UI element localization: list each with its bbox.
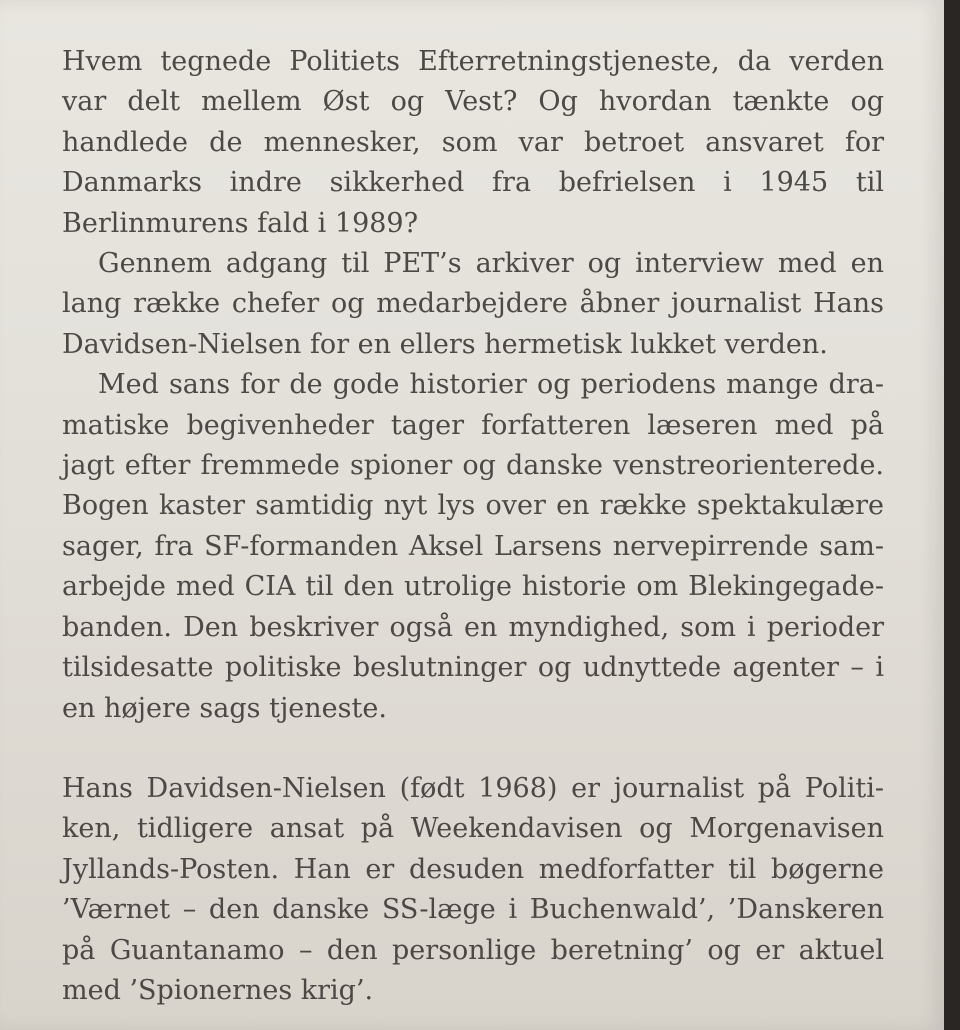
blurb-paragraph-intro: Hvem tegnede Politiets Efterretningstjeneste, da verden var delt mellem Øst og Vest? Og hvordan tænkte og handlede de mennesker, som var betroet ansvaret for Danmarks indre sikkerhed fra befrielsen i 1945 til Berlinmurens fald i 1989?: [62, 46, 884, 239]
blurb-paragraph-stories: Med sans for de gode historier og periodens mange dramatiske begivenheder tager forfatteren læseren med på jagt efter fremmede spioner og danske venstreorienterede. Bogen kaster samtidig nyt lys over en række spektakulære sager, fra SF-formanden Aksel Larsens nervepirrende samarbejde med CIA til den utrolige historie om Blekingegadebanden. Den beskriver også en myndighed, som i perioder tilsidesatte politiske beslutninger og udnyttede agenter – i en højere sags tjeneste.: [62, 369, 884, 724]
cover-text: [62, 42, 884, 1011]
blurb-paragraph-archives: Gennem adgang til PET’s arkiver og interview med en lang række chefer og medarbejdere åbner journalist Hans Davidsen-Nielsen for en ellers hermetisk lukket verden.: [62, 248, 884, 360]
author-bio: Hans Davidsen-Nielsen (født 1968) er journalist på Politiken, tidligere ansat på Weekendavisen og Morgenavisen Jyllands-Posten. Han er desuden medforfatter til bøgerne ’Værnet – den danske SS-læge i Buchenwald’, ’Danskeren på Guantanamo – den personlige beretning’ og er aktuel med ’Spionernes krig’.: [62, 772, 884, 1006]
